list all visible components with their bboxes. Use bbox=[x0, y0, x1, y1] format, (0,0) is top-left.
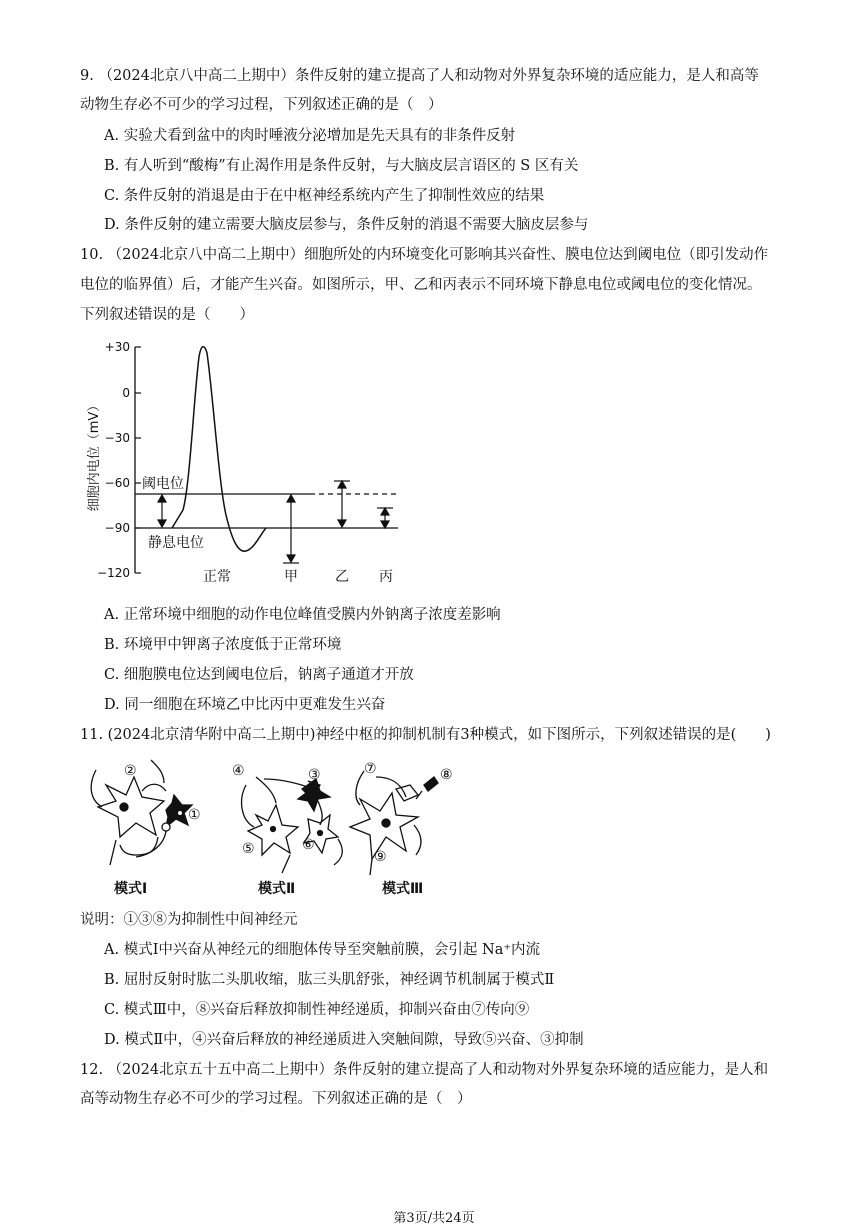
y-tick-label: −120 bbox=[97, 566, 130, 580]
normal-double-arrow bbox=[158, 495, 166, 527]
num-8: ⑧ bbox=[440, 767, 453, 783]
mode-1-diagram bbox=[91, 760, 192, 865]
q9-option-a: A. 实验犬看到盆中的肉时唾液分泌增加是先天具有的非条件反射 bbox=[104, 128, 516, 144]
num-6: ⑥ bbox=[302, 837, 315, 853]
num-7: ⑦ bbox=[364, 761, 377, 777]
y-tick-label: 0 bbox=[122, 386, 130, 400]
x-label-bing: 丙 bbox=[379, 569, 393, 585]
x-label-normal: 正常 bbox=[203, 569, 231, 585]
mode-3-label: 模式Ⅲ bbox=[382, 881, 424, 897]
q9-stem-line2: 动物生存必不可少的学习过程，下列叙述正确的是（ ） bbox=[80, 97, 443, 113]
mode-3-diagram bbox=[350, 771, 438, 875]
q10-option-b: B. 环境甲中钾离子浓度低于正常环境 bbox=[104, 637, 342, 653]
y-tick-label: −90 bbox=[104, 521, 130, 535]
q11-stem-line1: 11. (2024北京清华附中高二上期中)神经中枢的抑制机制有3种模式，如下图所示，下列叙述错误的是( ) bbox=[80, 727, 771, 743]
q9-option-d: D. 条件反射的建立需要大脑皮层参与，条件反射的消退不需要大脑皮层参与 bbox=[104, 217, 589, 233]
q11-option-d: D. 模式Ⅱ中，④兴奋后释放的神经递质进入突触间隙，导致⑤兴奋、③抑制 bbox=[104, 1032, 584, 1048]
q12-stem-line2: 高等动物生存必不可少的学习过程。下列叙述正确的是（ ） bbox=[80, 1091, 472, 1107]
threshold-label: 阈电位 bbox=[142, 476, 184, 492]
num-2: ② bbox=[124, 763, 137, 779]
y-ticks bbox=[135, 347, 141, 573]
q9-option-c: C. 条件反射的消退是由于在中枢神经系统内产生了抑制性效应的结果 bbox=[104, 188, 545, 204]
num-4: ④ bbox=[232, 763, 245, 779]
q10-option-a: A. 正常环境中细胞的动作电位峰值受膜内外钠离子浓度差影响 bbox=[104, 607, 501, 623]
inhibition-modes-figure bbox=[76, 755, 476, 900]
action-potential-curve bbox=[172, 347, 266, 552]
num-9: ⑨ bbox=[374, 849, 387, 865]
num-5: ⑤ bbox=[242, 841, 255, 857]
page-footer: 第3页/共24页 bbox=[393, 1211, 475, 1226]
num-1: ① bbox=[188, 807, 201, 823]
q10-option-d: D. 同一细胞在环境乙中比丙中更难发生兴奋 bbox=[104, 697, 386, 713]
y-tick-label: −60 bbox=[104, 476, 130, 490]
x-label-yi: 乙 bbox=[335, 569, 349, 585]
q10-option-c: C. 细胞膜电位达到阈电位后，钠离子通道才开放 bbox=[104, 667, 414, 683]
yi-double-arrow bbox=[334, 481, 350, 527]
bing-double-arrow bbox=[377, 508, 393, 528]
q11-option-a: A. 模式Ⅰ中兴奋从神经元的细胞体传导至突触前膜，会引起 Na⁺内流 bbox=[104, 942, 541, 958]
y-tick-label: +30 bbox=[104, 340, 130, 354]
mode-2-diagram bbox=[242, 777, 343, 873]
q11-option-c: C. 模式Ⅲ中，⑧兴奋后释放抑制性神经递质，抑制兴奋由⑦传向⑨ bbox=[104, 1002, 530, 1018]
membrane-potential-figure bbox=[80, 335, 420, 595]
q10-stem-line1: 10. （2024北京八中高二上期中）细胞所处的内环境变化可影响其兴奋性、膜电位达到阈电位（即引发动作 bbox=[80, 247, 769, 263]
q9-stem-line1: 9. （2024北京八中高二上期中）条件反射的建立提高了人和动物对外界复杂环境的适应能力，是人和高等 bbox=[80, 68, 759, 84]
jia-double-arrow bbox=[283, 495, 299, 563]
mode-1-label: 模式Ⅰ bbox=[114, 881, 148, 897]
mode-2-label: 模式Ⅱ bbox=[258, 881, 296, 897]
y-tick-label: −30 bbox=[104, 431, 130, 445]
q11-note: 说明：①③⑧为抑制性中间神经元 bbox=[80, 912, 298, 928]
x-label-jia: 甲 bbox=[284, 569, 298, 585]
q10-stem-line3: 下列叙述错误的是（ ） bbox=[80, 307, 254, 323]
q10-stem-line2: 电位的临界值）后，才能产生兴奋。如图所示，甲、乙和丙表示不同环境下静息电位或阈电位的变化情况。 bbox=[80, 277, 762, 293]
q9-option-b: B. 有人听到“酸梅”有止渴作用是条件反射，与大脑皮层言语区的 S 区有关 bbox=[104, 158, 579, 174]
q11-option-b: B. 屈肘反射时肱二头肌收缩，肱三头肌舒张，神经调节机制属于模式Ⅱ bbox=[104, 972, 555, 988]
y-axis-label: 细胞内电位（mV） bbox=[87, 398, 102, 512]
q12-stem-line1: 12. （2024北京五十五中高二上期中）条件反射的建立提高了人和动物对外界复杂环境的适应能力，是人和 bbox=[80, 1062, 769, 1078]
num-3: ③ bbox=[308, 767, 321, 783]
resting-label: 静息电位 bbox=[148, 535, 204, 551]
